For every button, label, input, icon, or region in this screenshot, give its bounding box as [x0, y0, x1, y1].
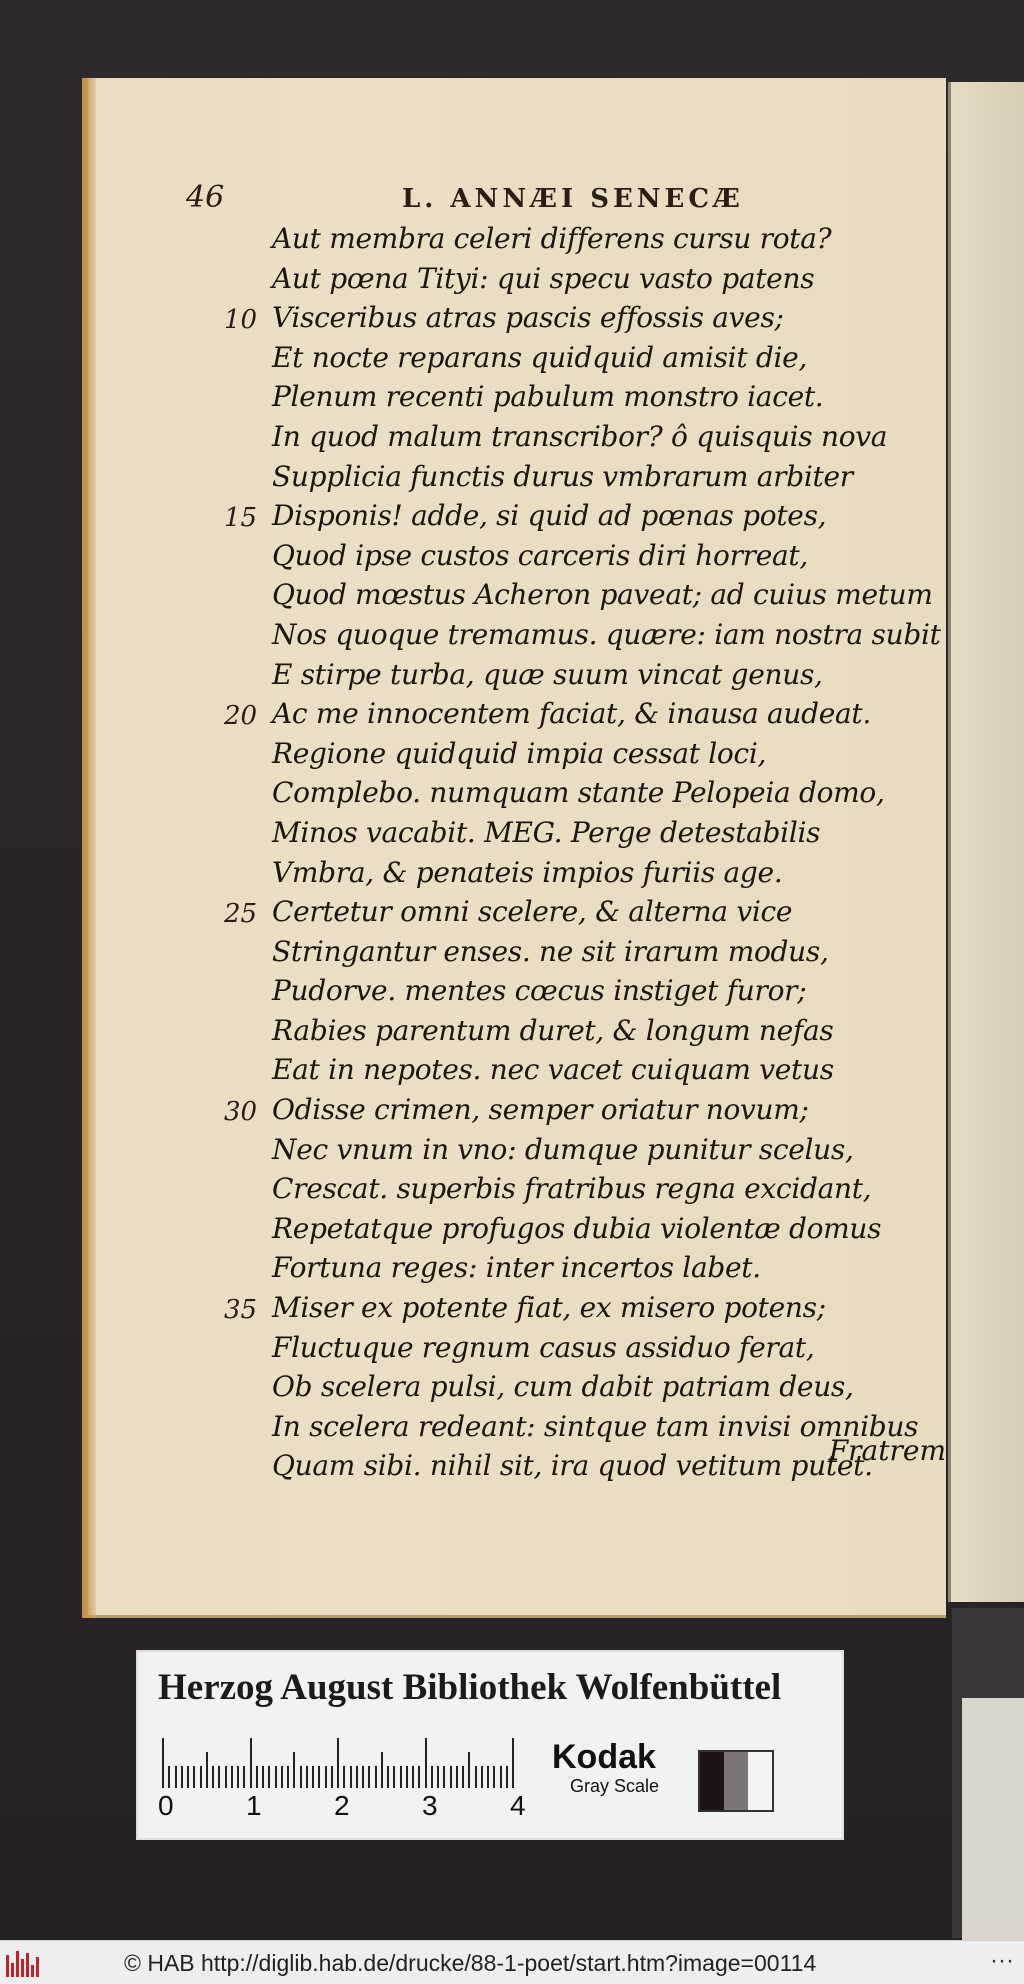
line-text: Pudorve. mentes cœcus instiget furor; — [272, 974, 807, 1008]
facing-card-edge — [952, 1608, 1024, 1938]
verse-line — [82, 1331, 946, 1371]
line-number: 35 — [224, 1295, 258, 1326]
ruler-tick — [350, 1766, 352, 1788]
ruler-tick — [281, 1766, 283, 1788]
logo-bar — [6, 1955, 9, 1977]
ruler-tick — [356, 1766, 358, 1788]
line-text: Fluctuque regnum casus assiduo ferat, — [272, 1330, 815, 1364]
ruler-tick — [300, 1766, 302, 1788]
ruler-tick — [462, 1766, 464, 1788]
verse-line — [82, 1014, 946, 1054]
scale-label: 2 — [334, 1790, 350, 1821]
ruler-tick — [193, 1766, 195, 1788]
verse-line — [82, 262, 946, 302]
line-number: 30 — [224, 1097, 258, 1128]
line-text: Quam sibi. nihil sit, ira quod vetitum putet. — [272, 1449, 873, 1483]
line-text: Plenum recenti pabulum monstro iacet. — [272, 380, 824, 414]
line-text: In scelera redeant: sintque tam invisi omnibus — [272, 1409, 919, 1443]
line-text: Quod ipse custos carceris diri horreat, — [272, 538, 808, 572]
line-text: Disponis! adde, si quid ad pœnas potes, — [272, 499, 827, 533]
ruler-tick — [412, 1766, 414, 1788]
ruler-tick — [318, 1766, 320, 1788]
line-text: Nos quoque tremamus. quære: iam nostra subit — [272, 617, 941, 651]
logo-bar — [16, 1951, 19, 1977]
verse-line — [82, 1370, 946, 1410]
line-text: Certetur omni scelere, & alterna vice — [272, 895, 793, 929]
gray-swatch — [724, 1752, 748, 1810]
line-text: Et nocte reparans quidquid amisit die, — [272, 340, 808, 374]
line-text: Eat in nepotes. nec vacet cuiquam vetus — [272, 1053, 834, 1087]
copyright-link[interactable]: © HAB http://diglib.hab.de/drucke/88-1-poet/start.htm?image=00114 — [124, 1950, 817, 1976]
verse-line — [82, 816, 946, 856]
line-text: Odisse crimen, semper oriatur novum; — [272, 1093, 809, 1127]
ruler-tick — [506, 1766, 508, 1788]
ruler-tick — [481, 1766, 483, 1788]
line-text: Vmbra, & penateis impios furiis age. — [272, 855, 783, 889]
line-number: 10 — [224, 305, 258, 336]
line-text: Aut pœna Tityi: qui specu vasto patens — [272, 261, 815, 295]
ruler-tick — [306, 1766, 308, 1788]
ruler-tick — [500, 1766, 502, 1788]
ruler-tick — [393, 1766, 395, 1788]
ruler-tick — [400, 1766, 402, 1788]
line-text: Fortuna reges: inter incertos labet. — [272, 1251, 761, 1285]
verse-line — [82, 1172, 946, 1212]
gray-scale-label: Gray Scale — [570, 1776, 660, 1796]
ruler-tick — [450, 1766, 452, 1788]
line-text: Stringantur enses. ne sit irarum modus, — [272, 934, 829, 968]
verse-line — [82, 1251, 946, 1291]
ruler-tick — [243, 1766, 245, 1788]
logo-bar — [31, 1965, 34, 1977]
logo-bar — [26, 1953, 29, 1977]
verse-line — [82, 301, 946, 341]
page-header — [82, 180, 946, 220]
ruler-tick — [225, 1766, 227, 1788]
logo-bar — [11, 1963, 14, 1977]
viewer-footer — [0, 1940, 1024, 1984]
scale-label: 0 — [158, 1790, 174, 1821]
line-number: 25 — [224, 899, 258, 930]
line-text: Nec vnum in vno: dumque punitur scelus, — [272, 1132, 854, 1166]
scale-labels — [158, 1790, 538, 1824]
ruler-tick — [512, 1738, 514, 1788]
line-text: Quod mœstus Acheron paveat; ad cuius metum — [272, 578, 933, 612]
verse-line — [82, 895, 946, 935]
verse-line — [82, 380, 946, 420]
verse-line — [82, 856, 946, 896]
catchword: Fratrem — [828, 1434, 946, 1467]
verse-line — [82, 539, 946, 579]
line-text: Visceribus atras pascis effossis aves; — [272, 301, 784, 335]
ruler-tick — [250, 1738, 252, 1788]
ruler-tick — [162, 1738, 164, 1788]
line-number: 15 — [224, 503, 258, 534]
ruler-tick — [443, 1766, 445, 1788]
ruler-tick — [468, 1752, 470, 1788]
ruler-tick — [375, 1766, 377, 1788]
verse-line — [82, 499, 946, 539]
verse-block — [82, 222, 946, 1489]
verse-line — [82, 578, 946, 618]
ruler-tick — [406, 1766, 408, 1788]
gray-swatch — [700, 1752, 724, 1810]
ruler-tick — [168, 1766, 170, 1788]
logo-bar — [21, 1959, 24, 1977]
ruler-tick — [287, 1766, 289, 1788]
ruler-tick — [381, 1752, 383, 1788]
ruler-tick — [218, 1766, 220, 1788]
line-text: Aut membra celeri differens cursu rota? — [272, 222, 832, 255]
ruler-tick — [418, 1766, 420, 1788]
verse-line — [82, 460, 946, 500]
verse-line — [82, 1212, 946, 1252]
facing-page-edge — [948, 82, 1024, 1602]
ruler-tick — [256, 1766, 258, 1788]
more-icon[interactable]: ··· — [990, 1947, 1014, 1974]
ruler-tick — [312, 1766, 314, 1788]
ruler-tick — [343, 1766, 345, 1788]
ruler-tick — [262, 1766, 264, 1788]
line-text: Rabies parentum duret, & longum nefas — [272, 1013, 834, 1047]
gray-swatches — [698, 1750, 774, 1812]
ruler-tick — [493, 1766, 495, 1788]
kodak-logo: Kodak — [552, 1738, 656, 1776]
verse-line — [82, 1093, 946, 1133]
scale-label: 4 — [510, 1790, 526, 1821]
ruler-tick — [293, 1752, 295, 1788]
ruler-tick — [475, 1766, 477, 1788]
verse-line — [82, 974, 946, 1014]
verse-line — [82, 658, 946, 698]
ruler-tick — [175, 1766, 177, 1788]
ruler-tick — [437, 1766, 439, 1788]
ruler-tick — [275, 1766, 277, 1788]
book-page — [82, 78, 946, 1618]
ruler-tick — [387, 1766, 389, 1788]
scale-label: 1 — [246, 1790, 262, 1821]
ruler-tick — [431, 1766, 433, 1788]
hab-logo-icon — [6, 1949, 46, 1977]
ruler-tick — [331, 1766, 333, 1788]
page-number: 46 — [186, 180, 225, 215]
line-text: Regione quidquid impia cessat loci, — [272, 736, 767, 770]
line-text: Supplicia functis durus vmbrarum arbiter — [272, 459, 853, 493]
verse-line — [82, 1410, 946, 1450]
ruler-tick — [456, 1766, 458, 1788]
verse-line — [82, 1291, 946, 1331]
gray-swatch — [748, 1752, 772, 1810]
ruler-tick — [362, 1766, 364, 1788]
verse-line — [82, 737, 946, 777]
ruler-tick — [368, 1766, 370, 1788]
library-name: Herzog August Bibliothek Wolfenbüttel — [158, 1667, 782, 1708]
scale-label: 3 — [422, 1790, 438, 1821]
line-text: Minos vacabit. MEG. Perge detestabilis — [272, 815, 821, 849]
ruler-tick — [212, 1766, 214, 1788]
line-text: Miser ex potente fiat, ex misero potens; — [272, 1291, 826, 1325]
running-head: L. ANNÆI SENECÆ — [402, 184, 744, 214]
verse-line — [82, 1449, 946, 1489]
line-text: Ac me innocentem faciat, & inausa audeat. — [272, 697, 871, 731]
ruler-tick — [337, 1738, 339, 1788]
verse-line — [82, 1053, 946, 1093]
verse-line — [82, 341, 946, 381]
verse-line — [82, 1133, 946, 1173]
ruler-tick — [487, 1766, 489, 1788]
line-text: Crescat. superbis fratribus regna excidant, — [272, 1172, 872, 1206]
scale-ruler — [162, 1738, 520, 1788]
verse-line — [82, 935, 946, 975]
ruler-tick — [200, 1766, 202, 1788]
ruler-tick — [231, 1766, 233, 1788]
line-number: 20 — [224, 701, 258, 732]
ruler-tick — [237, 1766, 239, 1788]
verse-line — [82, 222, 946, 262]
ruler-tick — [206, 1752, 208, 1788]
logo-bar — [36, 1957, 39, 1977]
line-text: In quod malum transcribor? ô quisquis nova — [272, 419, 888, 453]
ruler-tick — [325, 1766, 327, 1788]
ruler-tick — [187, 1766, 189, 1788]
library-color-card — [136, 1650, 844, 1840]
line-text: Ob scelera pulsi, cum dabit patriam deus, — [272, 1370, 854, 1404]
line-text: Complebo. numquam stante Pelopeia domo, — [272, 776, 885, 810]
line-text: Repetatque profugos dubia violentæ domus — [272, 1211, 882, 1245]
ruler-tick — [425, 1738, 427, 1788]
verse-line — [82, 776, 946, 816]
ruler-tick — [268, 1766, 270, 1788]
verse-line — [82, 697, 946, 737]
verse-line — [82, 420, 946, 460]
verse-line — [82, 618, 946, 658]
ruler-tick — [181, 1766, 183, 1788]
line-text: E stirpe turba, quæ suum vincat genus, — [272, 657, 823, 691]
